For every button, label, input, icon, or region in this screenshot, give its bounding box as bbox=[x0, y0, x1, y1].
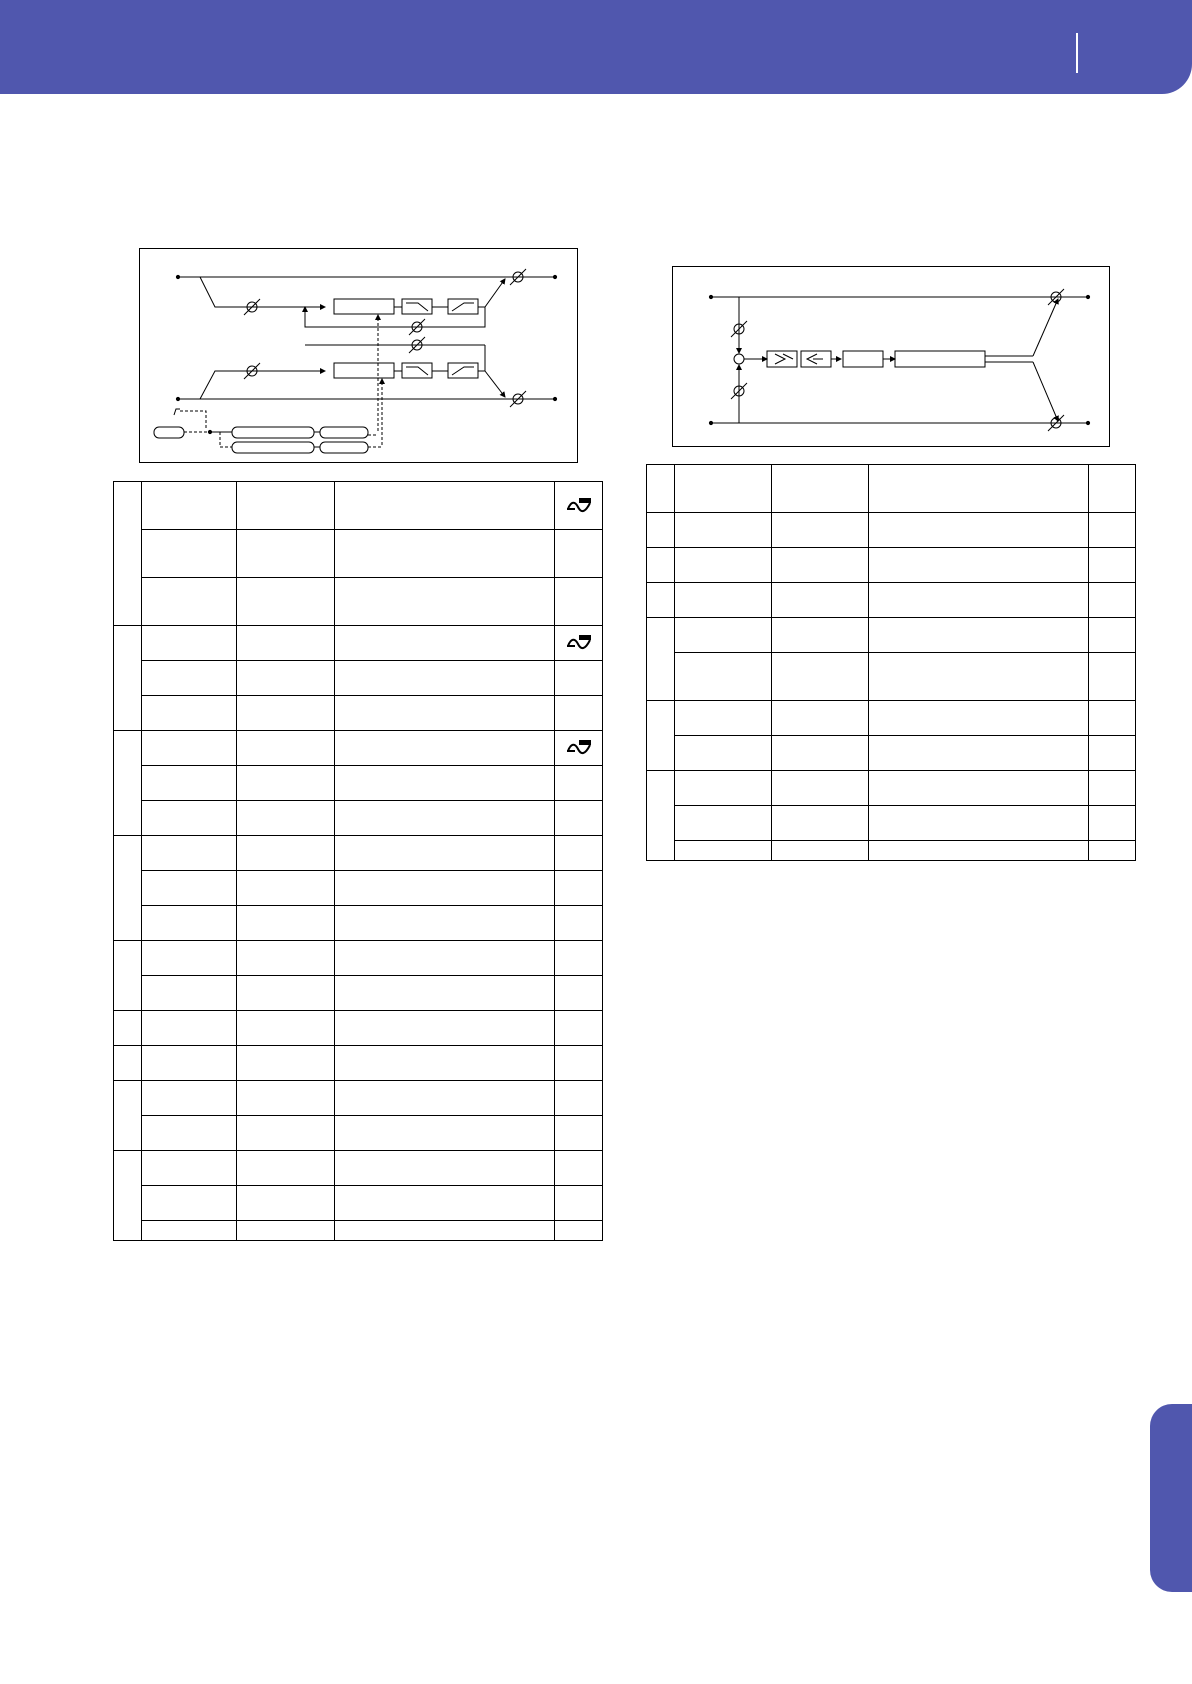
effect-block-diagram-icon bbox=[140, 249, 577, 462]
parameter-name-cell bbox=[675, 583, 772, 618]
parameter-name-cell bbox=[142, 906, 237, 941]
value-cell bbox=[237, 1046, 335, 1081]
description-cell bbox=[335, 871, 555, 906]
value-cell bbox=[772, 701, 869, 736]
parameter-name-cell bbox=[675, 771, 772, 806]
src-cell bbox=[555, 766, 603, 801]
table-row bbox=[114, 696, 603, 731]
parameter-name-cell bbox=[142, 731, 237, 766]
value-cell bbox=[237, 976, 335, 1011]
description-cell bbox=[335, 1186, 555, 1221]
table-row bbox=[647, 653, 1136, 701]
value-cell bbox=[237, 1011, 335, 1046]
description-cell bbox=[335, 1081, 555, 1116]
parameter-name-cell bbox=[142, 530, 237, 578]
description-cell bbox=[335, 1151, 555, 1186]
value-cell bbox=[237, 871, 335, 906]
table-row bbox=[114, 1116, 603, 1151]
src-cell bbox=[555, 578, 603, 626]
parameter-name-cell bbox=[675, 618, 772, 653]
table-row bbox=[114, 1081, 603, 1116]
value-cell bbox=[772, 653, 869, 701]
parameter-name-cell bbox=[675, 653, 772, 701]
table-row bbox=[114, 578, 603, 626]
src-cell bbox=[1089, 513, 1136, 548]
table-row bbox=[114, 661, 603, 696]
src-cell bbox=[555, 626, 603, 661]
table-row bbox=[647, 841, 1136, 861]
src-cell bbox=[1089, 736, 1136, 771]
table-row bbox=[114, 906, 603, 941]
group-cell bbox=[114, 626, 142, 731]
src-cell bbox=[555, 482, 603, 530]
src-cell bbox=[555, 906, 603, 941]
left-block-diagram bbox=[139, 248, 578, 463]
table-row bbox=[647, 465, 1136, 513]
table-row bbox=[114, 1046, 603, 1081]
table-row bbox=[114, 626, 603, 661]
table-row bbox=[114, 731, 603, 766]
description-cell bbox=[869, 653, 1089, 701]
description-cell bbox=[869, 841, 1089, 861]
description-cell bbox=[869, 548, 1089, 583]
src-cell bbox=[555, 836, 603, 871]
value-cell bbox=[237, 801, 335, 836]
group-cell bbox=[114, 1046, 142, 1081]
value-cell bbox=[237, 906, 335, 941]
description-cell bbox=[335, 578, 555, 626]
table-row bbox=[114, 1186, 603, 1221]
parameter-name-cell bbox=[142, 578, 237, 626]
group-cell bbox=[647, 618, 675, 701]
header-divider bbox=[1076, 33, 1078, 73]
group-cell bbox=[647, 771, 675, 861]
parameter-name-cell bbox=[675, 806, 772, 841]
description-cell bbox=[869, 618, 1089, 653]
parameter-name-cell bbox=[142, 1221, 237, 1241]
description-cell bbox=[335, 941, 555, 976]
src-cell bbox=[555, 941, 603, 976]
parameter-name-cell bbox=[142, 801, 237, 836]
value-cell bbox=[237, 661, 335, 696]
value-cell bbox=[772, 841, 869, 861]
src-cell bbox=[1089, 653, 1136, 701]
value-cell bbox=[772, 736, 869, 771]
group-cell bbox=[114, 731, 142, 836]
value-cell bbox=[772, 513, 869, 548]
description-cell bbox=[335, 766, 555, 801]
group-cell bbox=[114, 1151, 142, 1241]
group-cell bbox=[647, 701, 675, 771]
src-cell bbox=[1089, 583, 1136, 618]
description-cell bbox=[335, 661, 555, 696]
src-cell bbox=[555, 696, 603, 731]
parameter-name-cell bbox=[142, 1011, 237, 1046]
right-parameter-table bbox=[646, 464, 1136, 861]
description-cell bbox=[335, 696, 555, 731]
src-cell bbox=[555, 661, 603, 696]
value-cell bbox=[237, 766, 335, 801]
description-cell bbox=[869, 806, 1089, 841]
parameter-name-cell bbox=[142, 1046, 237, 1081]
src-cell bbox=[555, 731, 603, 766]
group-cell bbox=[114, 482, 142, 626]
parameter-name-cell bbox=[142, 1116, 237, 1151]
description-cell bbox=[335, 976, 555, 1011]
parameter-name-cell bbox=[675, 736, 772, 771]
value-cell bbox=[772, 583, 869, 618]
right-block-diagram bbox=[672, 266, 1110, 447]
header-bar bbox=[0, 0, 1192, 94]
description-cell bbox=[335, 1116, 555, 1151]
parameter-name-cell bbox=[142, 1151, 237, 1186]
description-cell bbox=[335, 626, 555, 661]
description-cell bbox=[869, 701, 1089, 736]
value-cell bbox=[237, 1186, 335, 1221]
table-row bbox=[114, 482, 603, 530]
parameter-name-cell bbox=[142, 626, 237, 661]
src-cell bbox=[1089, 841, 1136, 861]
src-cell bbox=[555, 871, 603, 906]
description-cell bbox=[869, 583, 1089, 618]
table-row bbox=[114, 871, 603, 906]
value-cell bbox=[772, 771, 869, 806]
value-cell bbox=[237, 482, 335, 530]
value-cell bbox=[237, 941, 335, 976]
table-row bbox=[647, 548, 1136, 583]
src-cell bbox=[555, 1151, 603, 1186]
description-cell bbox=[335, 1221, 555, 1241]
table-row bbox=[114, 530, 603, 578]
parameter-name-cell bbox=[675, 548, 772, 583]
value-cell bbox=[237, 1221, 335, 1241]
value-cell bbox=[772, 465, 869, 513]
group-cell bbox=[114, 836, 142, 941]
table-row bbox=[114, 941, 603, 976]
parameter-name-cell bbox=[142, 1186, 237, 1221]
effect-block-diagram-icon bbox=[673, 267, 1109, 446]
value-cell bbox=[772, 806, 869, 841]
description-cell bbox=[869, 736, 1089, 771]
group-cell bbox=[647, 548, 675, 583]
table-row bbox=[114, 1151, 603, 1186]
parameter-name-cell bbox=[142, 871, 237, 906]
description-cell bbox=[335, 1046, 555, 1081]
value-cell bbox=[237, 1151, 335, 1186]
src-cell bbox=[1089, 618, 1136, 653]
side-index-tab[interactable] bbox=[1150, 1404, 1192, 1592]
src-cell bbox=[1089, 465, 1136, 513]
src-cell bbox=[555, 1046, 603, 1081]
parameter-name-cell bbox=[142, 482, 237, 530]
value-cell bbox=[237, 530, 335, 578]
description-cell bbox=[335, 731, 555, 766]
table-row bbox=[114, 1011, 603, 1046]
src-cell bbox=[555, 1011, 603, 1046]
parameter-name-cell bbox=[142, 696, 237, 731]
description-cell bbox=[335, 836, 555, 871]
table-row bbox=[647, 513, 1136, 548]
src-cell bbox=[1089, 701, 1136, 736]
src-cell bbox=[555, 1116, 603, 1151]
tempo-sync-icon bbox=[565, 634, 593, 652]
src-cell bbox=[555, 530, 603, 578]
tempo-sync-icon bbox=[565, 739, 593, 757]
group-cell bbox=[647, 513, 675, 548]
description-cell bbox=[335, 801, 555, 836]
description-cell bbox=[335, 482, 555, 530]
group-cell bbox=[647, 465, 675, 513]
value-cell bbox=[772, 618, 869, 653]
table-row bbox=[647, 701, 1136, 736]
parameter-name-cell bbox=[675, 701, 772, 736]
table-row bbox=[647, 806, 1136, 841]
value-cell bbox=[237, 1116, 335, 1151]
parameter-name-cell bbox=[142, 661, 237, 696]
value-cell bbox=[772, 548, 869, 583]
parameter-name-cell bbox=[142, 836, 237, 871]
table-row bbox=[647, 736, 1136, 771]
value-cell bbox=[237, 626, 335, 661]
tempo-sync-icon bbox=[565, 497, 593, 515]
description-cell bbox=[869, 465, 1089, 513]
description-cell bbox=[869, 513, 1089, 548]
value-cell bbox=[237, 731, 335, 766]
parameter-name-cell bbox=[142, 941, 237, 976]
value-cell bbox=[237, 1081, 335, 1116]
src-cell bbox=[555, 1081, 603, 1116]
group-cell bbox=[114, 1081, 142, 1151]
parameter-name-cell bbox=[675, 513, 772, 548]
src-cell bbox=[555, 1221, 603, 1241]
parameter-name-cell bbox=[142, 1081, 237, 1116]
value-cell bbox=[237, 836, 335, 871]
description-cell bbox=[869, 771, 1089, 806]
table-row bbox=[647, 583, 1136, 618]
src-cell bbox=[1089, 806, 1136, 841]
parameter-name-cell bbox=[675, 465, 772, 513]
parameter-name-cell bbox=[142, 976, 237, 1011]
group-cell bbox=[114, 1011, 142, 1046]
table-row bbox=[114, 976, 603, 1011]
src-cell bbox=[1089, 771, 1136, 806]
parameter-name-cell bbox=[142, 766, 237, 801]
group-cell bbox=[647, 583, 675, 618]
value-cell bbox=[237, 696, 335, 731]
description-cell bbox=[335, 530, 555, 578]
table-row bbox=[114, 801, 603, 836]
description-cell bbox=[335, 906, 555, 941]
src-cell bbox=[555, 1186, 603, 1221]
table-row bbox=[647, 618, 1136, 653]
value-cell bbox=[237, 578, 335, 626]
table-row bbox=[114, 1221, 603, 1241]
parameter-name-cell bbox=[675, 841, 772, 861]
src-cell bbox=[555, 976, 603, 1011]
src-cell bbox=[555, 801, 603, 836]
left-parameter-table bbox=[113, 481, 603, 1241]
table-row bbox=[647, 771, 1136, 806]
group-cell bbox=[114, 941, 142, 1011]
table-row bbox=[114, 766, 603, 801]
src-cell bbox=[1089, 548, 1136, 583]
table-row bbox=[114, 836, 603, 871]
description-cell bbox=[335, 1011, 555, 1046]
